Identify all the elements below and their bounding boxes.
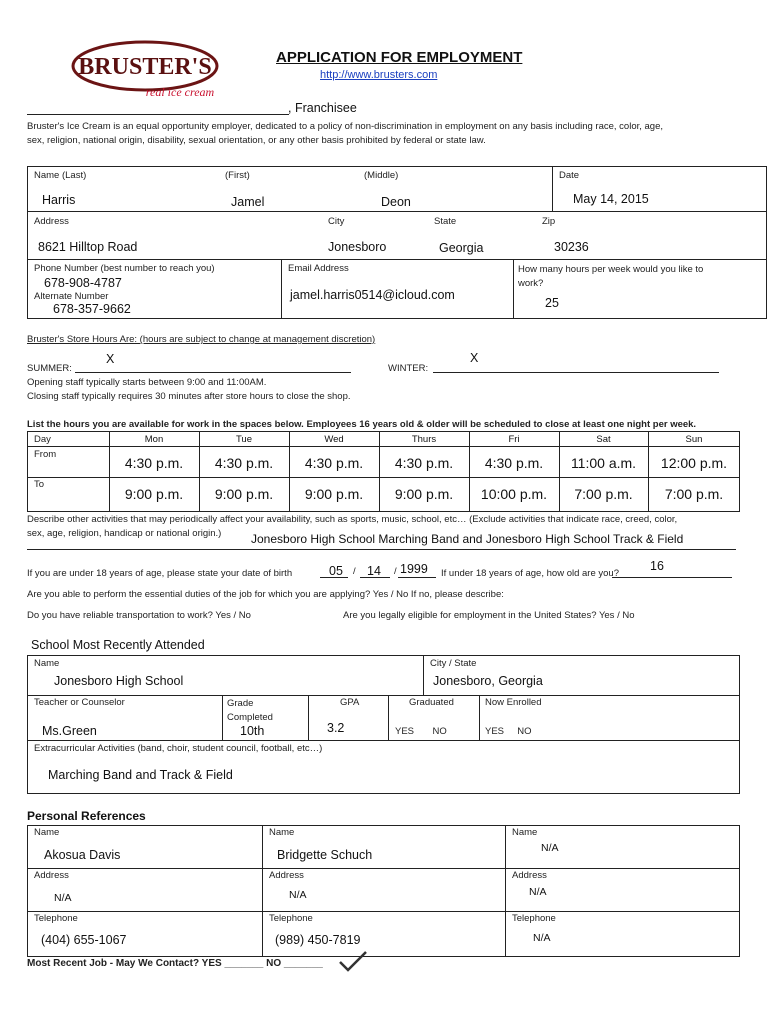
checkmark-icon bbox=[338, 950, 368, 977]
logo-tagline: real ice cream bbox=[145, 85, 215, 99]
first-name-field[interactable]: Jamel bbox=[231, 195, 265, 209]
franchisee-label: , Franchisee bbox=[288, 101, 357, 115]
reference-3-address-label: Address bbox=[512, 870, 547, 881]
day-header-label: Day bbox=[34, 434, 51, 445]
dob-day-field[interactable]: 14 bbox=[367, 564, 381, 578]
school-city-field[interactable]: Jonesboro, Georgia bbox=[433, 674, 543, 688]
activities-question-line-2: sex, age, religion, handicap or national origin.) bbox=[27, 528, 222, 539]
page-title: APPLICATION FOR EMPLOYMENT bbox=[276, 49, 523, 66]
from-thurs-field[interactable]: 4:30 p.m. bbox=[394, 455, 454, 471]
teacher-label: Teacher or Counselor bbox=[34, 697, 125, 708]
activities-question-line-1: Describe other activities that may periodically affect your availability, such as sports, music, school, etc… (Exclude activities that indicate race, creed, color, bbox=[27, 514, 678, 525]
date-field[interactable]: May 14, 2015 bbox=[573, 192, 649, 206]
age-line bbox=[612, 577, 732, 578]
from-mon-field[interactable]: 4:30 p.m. bbox=[124, 455, 184, 471]
dob-separator-1: / bbox=[353, 566, 356, 577]
reference-2-telephone-label: Telephone bbox=[269, 913, 313, 924]
brusters-logo bbox=[70, 38, 222, 100]
day-header-mon: Mon bbox=[144, 434, 164, 445]
reference-1-address-field[interactable]: N/A bbox=[54, 892, 72, 904]
reference-1-telephone-label: Telephone bbox=[34, 913, 78, 924]
duties-question: Are you able to perform the essential duties of the job for which you are applying? Yes / No If no, please describe: bbox=[27, 589, 504, 600]
school-city-label: City / State bbox=[430, 658, 477, 669]
date-label: Date bbox=[559, 170, 580, 181]
school-name-field[interactable]: Jonesboro High School bbox=[54, 674, 184, 688]
school-section-title: School Most Recently Attended bbox=[31, 638, 205, 652]
zip-label: Zip bbox=[542, 216, 556, 227]
reference-1-name-label: Name bbox=[34, 827, 60, 838]
email-field[interactable]: jamel.harris0514@icloud.com bbox=[290, 288, 455, 302]
city-field[interactable]: Jonesboro bbox=[328, 240, 387, 254]
reference-2-name-field[interactable]: Bridgette Schuch bbox=[277, 848, 373, 862]
reference-3-telephone-field[interactable]: N/A bbox=[533, 932, 551, 944]
references-table bbox=[27, 825, 740, 957]
from-tue-field[interactable]: 4:30 p.m. bbox=[214, 455, 274, 471]
day-header-fri: Fri bbox=[508, 434, 520, 445]
winter-mark: X bbox=[470, 351, 479, 365]
summer-label: SUMMER: bbox=[27, 363, 72, 374]
state-label: State bbox=[434, 216, 457, 227]
day-header-tue: Tue bbox=[235, 434, 253, 445]
reference-2-telephone-field[interactable]: (989) 450-7819 bbox=[275, 933, 361, 947]
summer-hours-line[interactable] bbox=[75, 372, 351, 373]
extracurricular-field[interactable]: Marching Band and Track & Field bbox=[48, 768, 233, 782]
store-hours-notes bbox=[27, 376, 351, 404]
alternate-number-label: Alternate Number bbox=[34, 291, 109, 302]
alternate-number-field[interactable]: 678-357-9662 bbox=[53, 302, 131, 316]
city-label: City bbox=[328, 216, 345, 227]
most-recent-job-heading: Most Recent Job - May We Contact? YES _______ NO _______ bbox=[27, 958, 323, 969]
to-sat-field[interactable]: 7:00 p.m. bbox=[574, 486, 633, 502]
dob-year-field[interactable]: 1999 bbox=[400, 562, 428, 576]
address-label: Address bbox=[34, 216, 69, 227]
day-header-wed: Wed bbox=[324, 434, 344, 445]
gpa-label: GPA bbox=[340, 697, 360, 708]
to-sun-field[interactable]: 7:00 p.m. bbox=[664, 486, 724, 502]
to-mon-field[interactable]: 9:00 p.m. bbox=[124, 486, 184, 502]
to-thurs-field[interactable]: 9:00 p.m. bbox=[394, 486, 454, 502]
hours-label-line-2: work? bbox=[518, 278, 544, 289]
website-link[interactable]: http://www.brusters.com bbox=[320, 69, 438, 81]
day-header-sat: Sat bbox=[596, 434, 611, 445]
zip-field[interactable]: 30236 bbox=[554, 240, 589, 254]
phone-label: Phone Number (best number to reach you) bbox=[34, 263, 215, 274]
reference-3-name-label: Name bbox=[512, 827, 538, 838]
phone-field[interactable]: 678-908-4787 bbox=[44, 276, 122, 290]
eligibility-question: Are you legally eligible for employment in the United States? Yes / No bbox=[343, 610, 635, 621]
grade-label bbox=[227, 697, 273, 725]
to-wed-field[interactable]: 9:00 p.m. bbox=[304, 486, 364, 502]
last-name-field[interactable]: Harris bbox=[42, 193, 76, 207]
from-wed-field[interactable]: 4:30 p.m. bbox=[304, 455, 364, 471]
day-header-thurs: Thurs bbox=[411, 434, 437, 445]
middle-name-field[interactable]: Deon bbox=[381, 195, 411, 209]
dob-question: If you are under 18 years of age, please state your date of birth bbox=[27, 568, 293, 579]
first-name-label: (First) bbox=[225, 170, 250, 181]
state-field[interactable]: Georgia bbox=[439, 241, 484, 255]
teacher-field[interactable]: Ms.Green bbox=[42, 724, 97, 738]
last-name-label: Name (Last) bbox=[34, 170, 87, 181]
email-label: Email Address bbox=[288, 263, 349, 274]
store-hours-heading: Bruster's Store Hours Are: (hours are subject to change at management discretion) bbox=[27, 334, 376, 345]
summer-mark: X bbox=[106, 352, 115, 366]
hours-per-week-label bbox=[518, 263, 703, 291]
activities-line bbox=[27, 549, 736, 550]
to-tue-field[interactable]: 9:00 p.m. bbox=[214, 486, 274, 502]
reference-1-telephone-field[interactable]: (404) 655-1067 bbox=[41, 933, 127, 947]
from-sat-field[interactable]: 11:00 a.m. bbox=[570, 455, 637, 471]
references-section-title: Personal References bbox=[27, 809, 146, 823]
graduated-options[interactable]: YES NO bbox=[395, 726, 447, 737]
reference-3-telephone-label: Telephone bbox=[512, 913, 556, 924]
reference-1-address-label: Address bbox=[34, 870, 69, 881]
transport-question: Do you have reliable transportation to work? Yes / No bbox=[27, 610, 251, 621]
address-field[interactable]: 8621 Hilltop Road bbox=[38, 240, 138, 254]
availability-instruction: List the hours you are available for work in the spaces below. Employees 16 years old & older will be scheduled to close at least one night per week. bbox=[27, 419, 697, 430]
to-fri-field[interactable]: 10:00 p.m. bbox=[480, 486, 548, 502]
school-name-label: Name bbox=[34, 658, 60, 669]
from-fri-field[interactable]: 4:30 p.m. bbox=[484, 455, 544, 471]
reference-3-name-field[interactable]: N/A bbox=[541, 842, 559, 854]
activities-answer[interactable]: Jonesboro High School Marching Band and Jonesboro High School Track & Field bbox=[251, 532, 684, 546]
eeo-line-2: sex, religion, national origin, disability, sexual orientation, or any other basis prohibited by federal or state law. bbox=[27, 135, 486, 146]
from-sun-field[interactable]: 12:00 p.m. bbox=[660, 455, 728, 471]
extracurricular-label: Extracurricular Activities (band, choir, student council, football, etc…) bbox=[34, 743, 323, 754]
day-header-sun: Sun bbox=[685, 434, 703, 445]
to-label: To bbox=[34, 479, 45, 490]
reference-2-name-label: Name bbox=[269, 827, 295, 838]
eeo-line-1: Bruster's Ice Cream is an equal opportunity employer, dedicated to a policy of non-discrimination in employment on any basis including race, color, age, bbox=[27, 121, 664, 132]
graduated-label: Graduated bbox=[409, 697, 454, 708]
winter-label: WINTER: bbox=[388, 363, 429, 374]
enrolled-options[interactable]: YES NO bbox=[485, 726, 532, 737]
grade-field[interactable]: 10th bbox=[240, 724, 265, 738]
eeo-statement bbox=[27, 120, 747, 148]
from-label: From bbox=[34, 449, 57, 460]
grade-label-line-1: Grade bbox=[227, 698, 254, 709]
logo-wordmark: BRUSTER'S bbox=[78, 54, 212, 80]
age-field[interactable]: 16 bbox=[650, 559, 664, 573]
grade-label-line-2: Completed bbox=[227, 712, 273, 723]
enrolled-label: Now Enrolled bbox=[485, 697, 542, 708]
closing-note: Closing staff typically requires 30 minutes after store hours to close the shop. bbox=[27, 391, 351, 402]
reference-2-address-field[interactable]: N/A bbox=[289, 889, 307, 901]
dob-month-field[interactable]: 05 bbox=[329, 564, 343, 578]
hours-label-line-1: How many hours per week would you like to bbox=[518, 264, 704, 275]
reference-2-address-label: Address bbox=[269, 870, 304, 881]
hours-per-week-field[interactable]: 25 bbox=[545, 296, 559, 310]
age-question: If under 18 years of age, how old are you? bbox=[441, 568, 619, 579]
winter-hours-line[interactable] bbox=[433, 372, 719, 373]
reference-1-name-field[interactable]: Akosua Davis bbox=[44, 848, 121, 862]
reference-3-address-field[interactable]: N/A bbox=[529, 886, 547, 898]
middle-name-label: (Middle) bbox=[364, 170, 399, 181]
gpa-field[interactable]: 3.2 bbox=[327, 721, 345, 735]
opening-note: Opening staff typically starts between 9:00 and 11:00AM. bbox=[27, 377, 267, 388]
franchisee-line[interactable] bbox=[27, 114, 289, 115]
dob-separator-2: / bbox=[394, 566, 397, 577]
